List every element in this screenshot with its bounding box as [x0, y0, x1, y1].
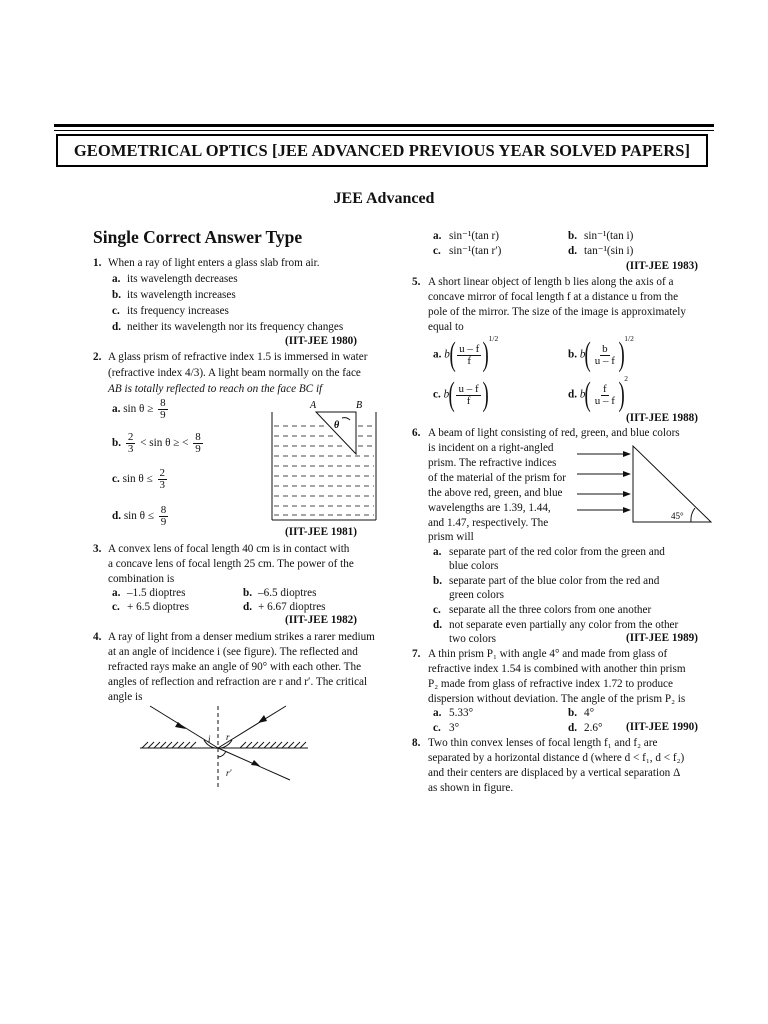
option-label: d.	[568, 245, 578, 257]
numerator: 2	[127, 431, 134, 443]
option-text: separate all the three colors from one another	[449, 604, 652, 616]
option-text: neither its wavelength nor its frequency changes	[127, 321, 344, 333]
question-line: Two thin convex lenses of focal length f₁ and f₂ are	[428, 737, 658, 749]
option-text: + 6.5 dioptres	[127, 601, 189, 613]
question-source: (IIT-JEE 1990)	[625, 721, 698, 733]
water-lines	[274, 426, 374, 515]
question-line: dispersion without deviation. The angle of the prism P₂ is	[428, 693, 686, 705]
option-text: sin θ ≤	[123, 510, 154, 523]
denominator: u – f	[594, 394, 615, 407]
option-text: + 6.67 dioptres	[258, 601, 326, 613]
question-stem: When a ray of light enters a glass slab from air.	[108, 257, 320, 269]
question-line: angle is	[108, 691, 143, 703]
option-label: d.	[112, 321, 122, 333]
option-label: c.	[433, 388, 441, 401]
question-line: refractive index 1.54 is combined with another thin prism	[428, 663, 686, 675]
option-label: c.	[433, 604, 441, 616]
denominator: 3	[127, 443, 134, 455]
option-label: b.	[243, 587, 253, 599]
numerator: 2	[159, 467, 166, 479]
option-label: d.	[243, 601, 253, 613]
option-text: not separate even partially any color from the other	[449, 619, 679, 631]
label-B: B	[356, 400, 363, 411]
question-line: A short linear object of length b lies along the axis of a	[428, 276, 674, 288]
denominator: 9	[160, 409, 166, 421]
option-label: b.	[112, 437, 122, 450]
fraction	[158, 398, 168, 421]
question-line: A convex lens of focal length 40 cm is in contact with	[108, 543, 350, 555]
option-text: < sin θ ≥ <	[140, 437, 189, 450]
question-line: A beam of light consisting of red, green, and blue colors	[428, 427, 680, 439]
option-d	[112, 505, 170, 528]
option-text: 4°	[584, 707, 595, 719]
question-line: is incident on a right-angled	[428, 442, 554, 454]
ray-arrowheads	[175, 715, 267, 766]
paren-open: (	[584, 376, 592, 413]
option-text: sin⁻¹(tan r′)	[449, 245, 502, 257]
option-label: a.	[433, 546, 442, 558]
question-number: 4.	[93, 631, 102, 643]
numerator: u – f	[458, 382, 479, 395]
denominator: f	[466, 394, 471, 407]
question-line: concave mirror of focal length f at a distance u from the	[428, 291, 679, 303]
option-label: d.	[433, 619, 443, 631]
question-number: 7.	[412, 648, 421, 660]
variable-b: b	[579, 388, 586, 401]
fraction	[593, 384, 617, 407]
option-label: d.	[112, 510, 122, 523]
option-text: 3°	[449, 722, 460, 734]
question-line: and 1.47, respectively. The	[428, 517, 549, 529]
exponent: 1/2	[488, 333, 499, 343]
numerator: 8	[160, 504, 167, 516]
option-label: a.	[112, 273, 121, 285]
option-b	[112, 432, 205, 455]
label-r-prime: r′	[226, 768, 232, 778]
paren-close: )	[482, 376, 489, 413]
option-text: tan⁻¹(sin i)	[584, 245, 634, 257]
option-label: d.	[568, 388, 578, 401]
paren-open: (	[449, 336, 456, 373]
chapter-title-banner	[56, 134, 708, 167]
question-line: a concave lens of focal length 25 cm. The power of the	[108, 558, 354, 570]
question-line: prism. The refractive indices	[428, 457, 557, 469]
label-i: i	[208, 734, 211, 744]
option-label: b.	[568, 230, 578, 242]
numerator: 8	[195, 431, 201, 443]
label-45-degrees: 45°	[671, 511, 684, 521]
ray-arrowheads	[623, 451, 631, 513]
option-label: c.	[433, 245, 441, 257]
refraction-figure	[140, 702, 315, 794]
variable-b: b	[443, 388, 450, 401]
paren-close: )	[618, 336, 625, 373]
question-source: (IIT-JEE 1983)	[625, 260, 698, 272]
question-number: 8.	[412, 737, 421, 749]
option-label: d.	[568, 722, 578, 734]
fraction	[593, 344, 617, 367]
paren-open: (	[448, 376, 455, 413]
option-label: a.	[112, 587, 121, 599]
option-text: its wavelength increases	[127, 289, 236, 301]
question-line: P₂ made from glass of refractive index 1.72 to produce	[428, 678, 673, 690]
prism-in-water-figure	[270, 398, 380, 523]
label-r: r	[226, 732, 230, 742]
question-line: of the material of the prism for	[428, 472, 566, 484]
option-text: –1.5 dioptres	[127, 587, 186, 599]
fraction	[159, 505, 169, 528]
variable-b: b	[579, 348, 586, 361]
option-label: a.	[112, 403, 121, 416]
question-source: (IIT-JEE 1989)	[625, 632, 698, 644]
question-source: (IIT-JEE 1981)	[284, 526, 357, 538]
denominator: 9	[195, 443, 201, 455]
option-text: separate part of the blue color from the red and	[449, 575, 660, 587]
exponent: 2	[624, 373, 628, 383]
option-label: b.	[568, 348, 578, 361]
option-label: a.	[433, 348, 442, 361]
fraction	[158, 468, 168, 491]
option-text: sin⁻¹(tan r)	[449, 230, 499, 242]
fraction	[457, 344, 481, 367]
option-c	[433, 376, 489, 413]
question-line: AB is totally reflected to reach on the face BC if	[108, 383, 323, 395]
question-source: (IIT-JEE 1980)	[284, 335, 357, 347]
option-label: a.	[433, 230, 442, 242]
question-line: prism will	[428, 531, 474, 543]
option-text: 2.6°	[584, 722, 603, 734]
option-label: b.	[433, 575, 443, 587]
variable-b: b	[444, 348, 450, 361]
option-text: –6.5 dioptres	[258, 587, 317, 599]
section-title: Single Correct Answer Type	[93, 227, 303, 247]
question-number: 2.	[93, 351, 102, 363]
question-line: A thin prism P₁ with angle 4° and made from glass of	[428, 648, 668, 660]
numerator: f	[603, 382, 607, 395]
option-text: blue colors	[449, 560, 499, 572]
option-text: separate part of the red color from the green and	[449, 546, 665, 558]
exam-subtitle: JEE Advanced	[333, 190, 435, 207]
question-line: pole of the mirror. The size of the image is approximately	[428, 306, 686, 318]
label-A: A	[310, 400, 317, 411]
option-label: b.	[112, 289, 122, 301]
option-d	[568, 373, 628, 413]
angle-arc	[691, 508, 695, 522]
question-line: angles of reflection and refraction are r and r′. The critical	[108, 676, 368, 688]
question-source: (IIT-JEE 1982)	[284, 614, 357, 626]
option-text: sin θ ≥	[123, 403, 154, 416]
numerator: 8	[160, 397, 166, 409]
top-rule-thick	[54, 124, 714, 127]
option-text: its frequency increases	[127, 305, 229, 317]
question-line: and their centers are displaced by a vertical separation Δ	[428, 767, 681, 779]
chapter-title: GEOMETRICAL OPTICS [JEE ADVANCED PREVIOUS YEAR SOLVED PAPERS]	[73, 140, 691, 160]
numerator: b	[602, 342, 608, 355]
question-number: 1.	[93, 257, 102, 269]
question-line: combination is	[108, 573, 175, 585]
question-line: the above red, green, and blue	[428, 487, 563, 499]
option-text: 5.33°	[449, 707, 474, 719]
fraction	[193, 432, 203, 455]
option-text: its wavelength decreases	[127, 273, 238, 285]
paren-close: )	[618, 376, 625, 413]
right-angled-prism-figure	[575, 444, 715, 526]
paren-close: )	[482, 336, 490, 373]
label-theta: θ	[334, 420, 340, 431]
exponent: 1/2	[624, 333, 634, 343]
numerator: u – f	[459, 342, 480, 355]
question-line: as shown in figure.	[428, 782, 514, 794]
question-line: separated by a horizontal distance d (where d < f₁, d < f₂)	[428, 752, 685, 764]
refraction-angle-arc	[218, 751, 226, 757]
denominator: f	[467, 354, 472, 367]
option-c	[112, 468, 169, 491]
prism-triangle	[316, 412, 356, 454]
question-source: (IIT-JEE 1988)	[625, 412, 698, 424]
question-line: at an angle of incidence i (see figure). The reflected and	[108, 646, 358, 658]
question-number: 6.	[412, 427, 421, 439]
option-label: c.	[112, 473, 120, 486]
fraction	[456, 384, 480, 407]
option-label: b.	[568, 707, 578, 719]
fraction	[126, 432, 136, 455]
option-a	[433, 333, 499, 373]
denominator: u – f	[594, 354, 615, 367]
option-a	[112, 398, 170, 421]
option-label: c.	[433, 722, 441, 734]
option-b	[568, 333, 634, 373]
option-label: c.	[112, 601, 120, 613]
question-line: wavelengths are 1.39, 1.44,	[428, 502, 551, 514]
paren-open: (	[584, 336, 592, 373]
option-text: green colors	[449, 589, 504, 601]
question-line: A glass prism of refractive index 1.5 is immersed in water	[108, 351, 368, 363]
option-label: a.	[433, 707, 442, 719]
option-text: sin⁻¹(tan i)	[584, 230, 634, 242]
question-line: equal to	[428, 321, 464, 333]
question-number: 3.	[93, 543, 102, 555]
question-line: A ray of light from a denser medium strikes a rarer medium	[108, 631, 375, 643]
question-line: (refractive index 4/3). A light beam normally on the face	[108, 367, 361, 379]
denominator: 9	[160, 516, 167, 528]
option-text: sin θ ≤	[122, 473, 153, 486]
denominator: 3	[159, 479, 166, 491]
question-number: 5.	[412, 276, 421, 288]
option-label: c.	[112, 305, 120, 317]
top-rule-thin	[54, 130, 714, 131]
question-line: refracted rays make an angle of 90° with each other. The	[108, 661, 362, 673]
option-text: two colors	[449, 633, 496, 645]
